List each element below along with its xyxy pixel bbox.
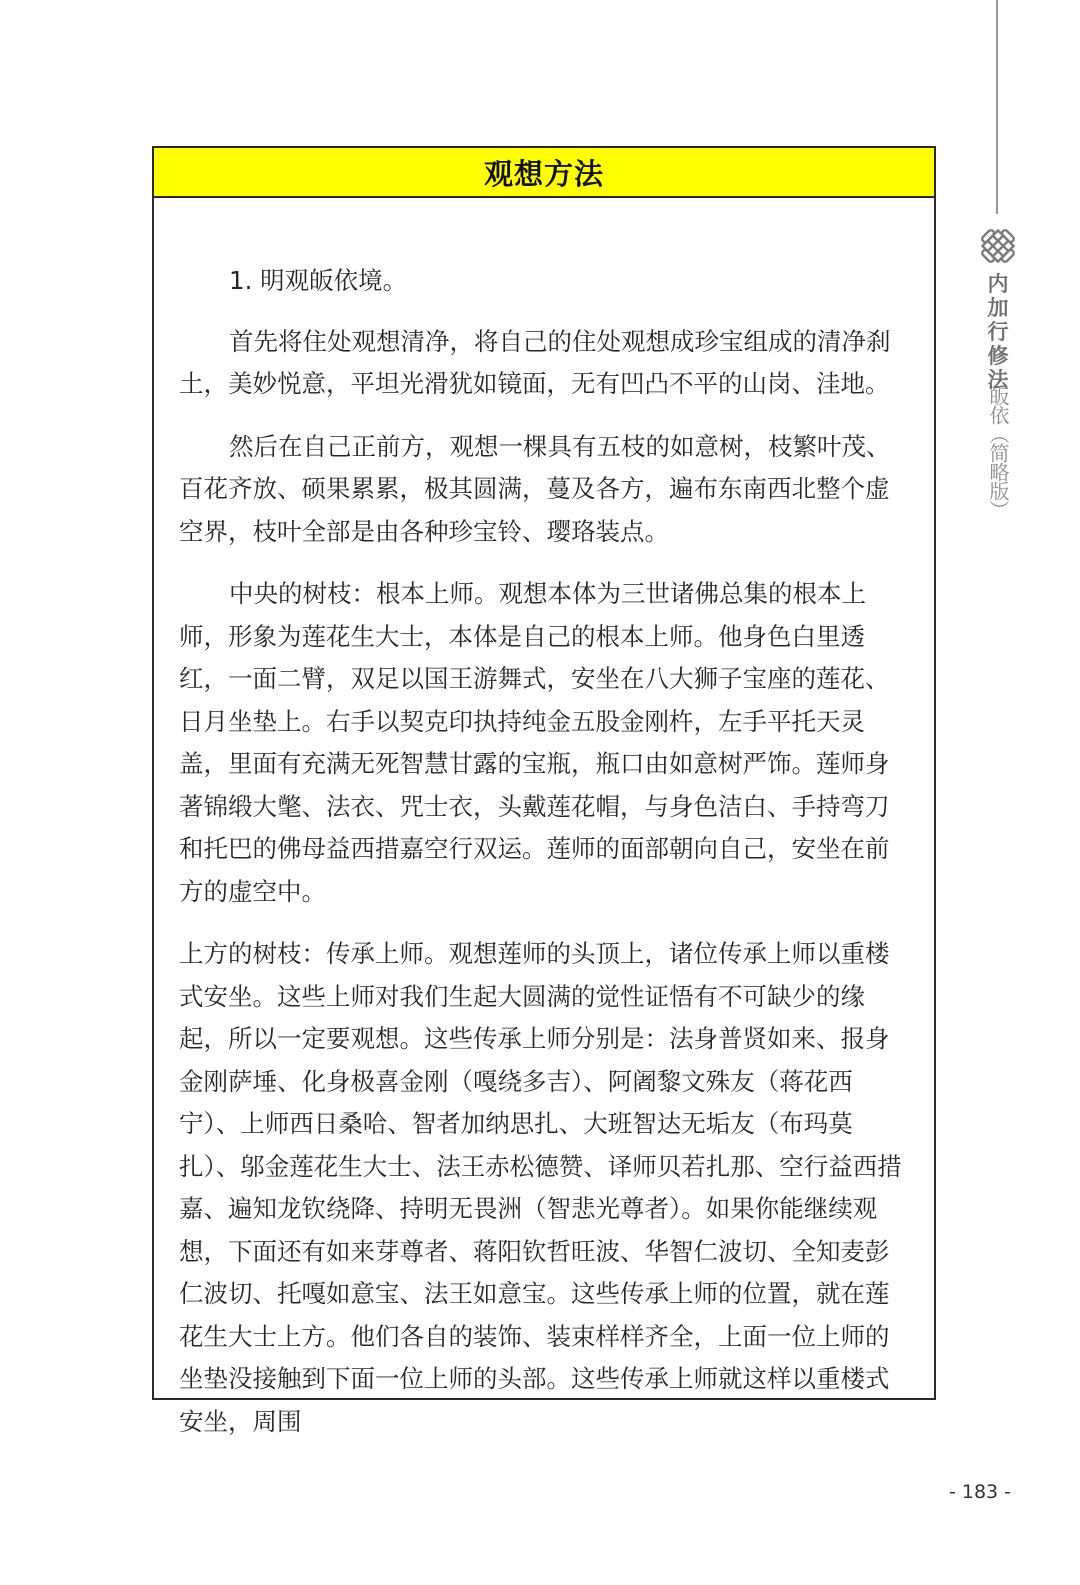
panel-title: 观想方法 [483, 156, 604, 191]
paragraph-central-branch: 中央的树枝：根本上师。观想本体为三世诸佛总集的根本上师，形象为莲花生大士，本体是自己的根本上师。他身色白里透红，一面二臂，双足以国王游舞式，安坐在八大狮子宝座的莲花、日月坐垫上。右手以契克印执持纯金五股金刚杵，左手平托天灵盖，里面有充满无死智慧甘露的宝瓶，瓶口由如意树严饰。莲师身著锦缎大氅、法衣、咒士衣，头戴莲花帽，与身色洁白、手持弯刀和托巴的佛母益西措嘉空行双运。莲师的面部朝向自己，安坐在前方的虚空中。 [179, 579, 890, 906]
panel-header [154, 148, 934, 198]
page-number: - 183 - [948, 1481, 1012, 1503]
side-section-subtitle: 皈依（简略版） [986, 386, 1010, 519]
endless-knot-icon [974, 222, 1022, 270]
step-heading: 1. 明观皈依境。 [229, 266, 408, 295]
paragraph-upper-branch: 上方的树枝：传承上师。观想莲师的头顶上，诸位传承上师以重楼式安坐。这些上师对我们生起大圆满的觉性证悟有不可缺少的缘起，所以一定要观想。这些传承上师分别是：法身普贤如来、报身金刚萨埵、化身极喜金刚（嘎绕多吉）、阿阇黎文殊友（蒋花西宁）、上师西日桑哈、智者加纳思扎、大班智达无垢友（布玛莫扎）、邬金莲花生大士、法王赤松德赞、译师贝若扎那、空行益西措嘉、遍知龙钦绕降、持明无畏洲（智悲光尊者）。如果你能继续观想，下面还有如来芽尊者、蒋阳钦哲旺波、华智仁波切、全知麦彭仁波切、托嘎如意宝、法王如意宝。这些传承上师的位置，就在莲花生大士上方。他们各自的装饰、装束样样齐全，上面一位上师的坐垫没接触到下面一位上师的头部。这些传承上师就这样以重楼式安坐，周围 [179, 939, 902, 1436]
paragraph-purify-abode: 首先将住处观想清净，将自己的住处观想成珍宝组成的清净刹土，美妙悦意，平坦光滑犹如镜面，无有凹凸不平的山岗、洼地。 [179, 326, 891, 398]
side-divider-line [996, 0, 998, 214]
side-section-title: 内加行修法 [987, 271, 1009, 392]
content-panel [152, 146, 936, 1436]
paragraph-wish-fulfilling-tree: 然后在自己正前方，观想一棵具有五枝的如意树，枝繁叶茂、百花齐放、硕果累累，极其圆满，蔓及各方，遍布东南西北整个虚空界，枝叶全部是由各种珍宝铃、璎珞装点。 [179, 431, 891, 546]
panel-body [154, 198, 934, 1443]
